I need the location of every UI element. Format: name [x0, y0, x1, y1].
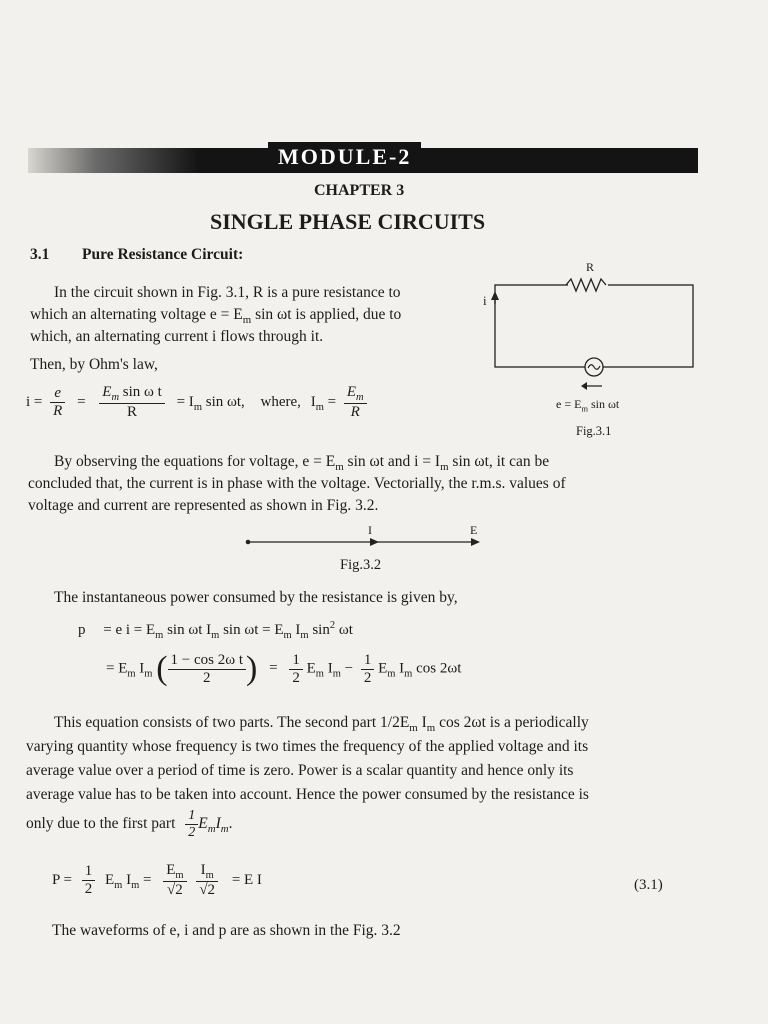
para3-line-3: average value over a period of time is zero. Power is a scalar quantity and hence only its: [26, 762, 574, 779]
phasor-E-label: E: [470, 523, 478, 537]
para2-line-2: concluded that, the current is in phase with the voltage. Vectorially, the r.m.s. values of: [28, 475, 566, 492]
intro-line-3: which, an alternating current i flows through it.: [30, 328, 324, 345]
equation-average-power: P = $\frac{1}{2}$ $E_m$ $I_m$ = $\frac{E_m}{√2}$ $\frac{I_m}{√2}$ = E I: [52, 862, 262, 898]
intro-line-1: In the circuit shown in Fig. 3.1, R is a pure resistance to: [54, 284, 401, 301]
chapter-title: SINGLE PHASE CIRCUITS: [210, 209, 486, 234]
equation-number: (3.1): [634, 877, 663, 893]
equation-ohm: i = $\frac{e}{R}$ = $\frac{E_m \sin \omega t}{R}$ = $I_m$ sin ωt, where, $I_m$ = $\frac{E_m}{R}$: [26, 384, 367, 421]
resistor-label: R: [586, 260, 595, 274]
power-intro: The instantaneous power consumed by the resistance is given by,: [54, 589, 458, 606]
module-title: MODULE-2: [268, 142, 421, 170]
para3-line-4: average value has to be taken into account. Hence the power consumed by the resistance is: [26, 786, 589, 803]
figure-3-1-caption: Fig.3.1: [576, 424, 612, 438]
chapter-label: CHAPTER 3: [314, 182, 405, 199]
figure-3-2-phasor: [240, 530, 490, 554]
section-heading: Pure Resistance Circuit:: [82, 246, 244, 263]
intro-line-2: which an alternating voltage $e = E_m$ sin ωt is applied, due to: [30, 306, 402, 327]
banner-fade: [28, 148, 198, 173]
equation-instant-power-2: = $E_m$ $I_m$ ( $\frac{\text{1 − cos 2ω t}}{2}$ ) = $\frac{1}{2}$ $E_m$ $I_m$ − $\frac{1}{2}$ $E_m$ $I_m$ cos 2ωt: [106, 650, 462, 687]
ohm-line: Then, by Ohm's law,: [30, 356, 158, 373]
para3-line-2: varying quantity whose frequency is two times the frequency of the applied voltage and its: [26, 738, 589, 755]
phasor-I-label: I: [368, 523, 372, 537]
equation-instant-power-1: p = e $i = E_m$ sin ωt $I_m$ $\sin \omega t = E_m$ $I_m$ $\sin^2 \omega t$: [78, 620, 353, 641]
module-banner: [28, 134, 698, 176]
figure-3-2-caption: Fig.3.2: [340, 557, 382, 573]
figure-3-1-circuit: [478, 258, 698, 408]
para2-line-3: voltage and current are represented as shown in Fig. 3.2.: [28, 497, 379, 514]
source-label: $e = E_m$ sin ωt: [556, 397, 620, 414]
section-number: 3.1: [30, 246, 50, 263]
para3-line-1: This equation consists of two parts. The second part $1/2E_m$ $I_m$ cos 2ωt is a periodically: [54, 714, 589, 735]
voltage-phasor-arrow: [471, 538, 480, 546]
current-phasor-arrow: [370, 538, 379, 546]
current-arrow: [491, 291, 499, 300]
current-label: i: [483, 293, 487, 308]
para2-line-1: By observing the equations for voltage, $e = E_m$ sin ωt and $i = I_m$ sin ωt, it can be: [54, 453, 550, 474]
final-sentence: The waveforms of e, i and p are as shown in the Fig. 3.2: [52, 922, 401, 939]
para3-line-5: only due to the first part $\frac{1}{2}$ $E_mI_m$.: [26, 808, 233, 840]
